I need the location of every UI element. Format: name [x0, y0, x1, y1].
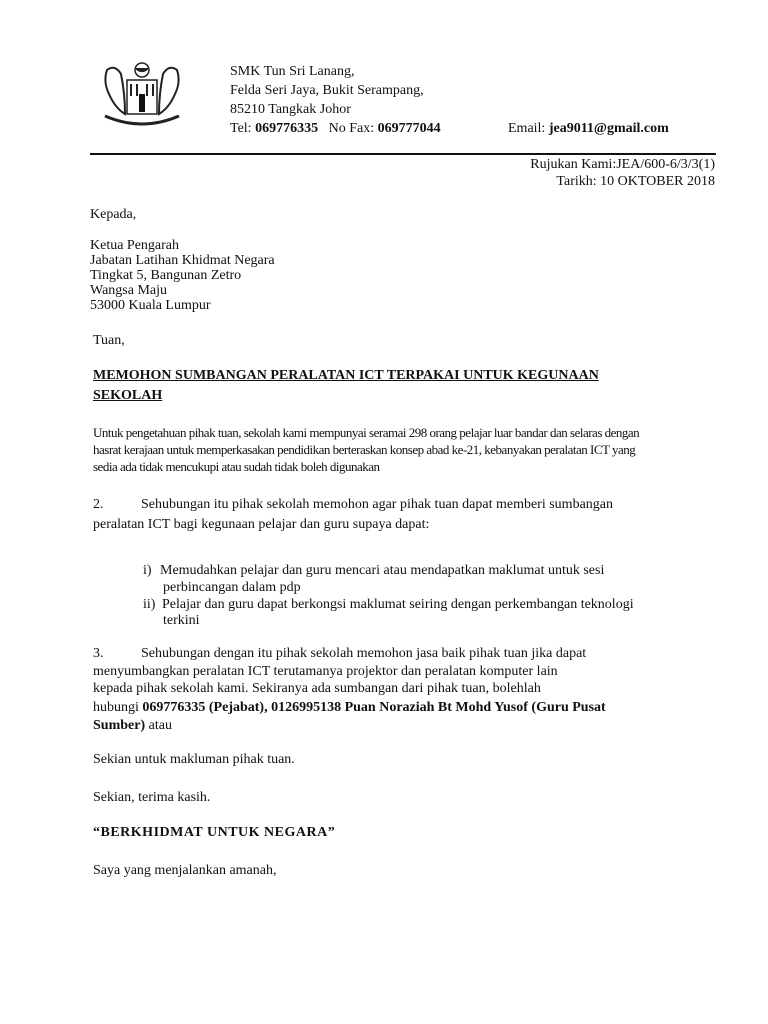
- paragraph3-line: [93, 699, 606, 717]
- email-address: jea9011@gmail.com: [548, 121, 669, 136]
- to-label: Kepada,: [90, 207, 137, 222]
- letter-date: Tarikh: 10 OKTOBER 2018: [556, 174, 715, 189]
- recipient-line: 53000 Kuala Lumpur: [90, 298, 211, 313]
- recipient-line: Wangsa Maju: [90, 283, 168, 298]
- school-name: SMK Tun Sri Lanang,: [230, 64, 355, 79]
- paragraph1-line: Untuk pengetahuan pihak tuan, sekolah kami mempunyai seramai 298 orang pelajar luar bandar dan selaras dengan: [93, 425, 640, 440]
- recipient-line: Jabatan Latihan Khidmat Negara: [90, 253, 275, 268]
- contact-line: [230, 120, 441, 138]
- recipient-line: Ketua Pengarah: [90, 238, 180, 253]
- paragraph3-text: hubungi: [93, 700, 143, 715]
- paragraph3-line: [93, 717, 172, 735]
- paragraph3-line: Sehubungan dengan itu pihak sekolah memohon jasa baik pihak tuan jika dapat: [141, 646, 587, 661]
- paragraph2-line: Sehubungan itu pihak sekolah memohon agar pihak tuan dapat memberi sumbangan: [141, 497, 613, 512]
- subject-line: SEKOLAH: [93, 388, 163, 403]
- list-item-line: Memudahkan pelajar dan guru mencari atau mendapatkan maklumat untuk sesi: [160, 563, 605, 578]
- paragraph2-number: 2.: [93, 497, 104, 512]
- header-divider: [90, 153, 716, 155]
- email-label: Email:: [508, 121, 549, 136]
- subject-line: MEMOHON SUMBANGAN PERALATAN ICT TERPAKAI UNTUK KEGUNAAN: [93, 368, 599, 383]
- list-item-line: perbincangan dalam pdp: [163, 580, 301, 595]
- school-address-line2: 85210 Tangkak Johor: [230, 102, 351, 117]
- fax-label: No Fax:: [328, 121, 378, 136]
- tel-number: 069776335: [255, 121, 319, 136]
- signoff: Saya yang menjalankan amanah,: [93, 863, 277, 878]
- contact-person-role: Sumber): [93, 718, 146, 733]
- recipient-line: Tingkat 5, Bangunan Zetro: [90, 268, 242, 283]
- paragraph3-line: kepada pihak sekolah kami. Sekiranya ada sumbangan dari pihak tuan, bolehlah: [93, 681, 541, 696]
- paragraph3-number: 3.: [93, 646, 104, 661]
- paragraph1-line: sedia ada tidak mencukupi atau sudah tidak boleh digunakan: [93, 459, 380, 474]
- list-item-marker: i): [143, 563, 152, 578]
- tel-label: Tel:: [230, 121, 256, 136]
- fax-number: 069777044: [377, 121, 441, 136]
- coat-of-arms-logo: [97, 60, 187, 130]
- email-line: [508, 120, 669, 138]
- contact-numbers: 069776335 (Pejabat), 0126995138 Puan Noraziah Bt Mohd Yusof (Guru Pusat: [142, 700, 606, 715]
- salutation: Tuan,: [93, 333, 125, 348]
- paragraph2-line: peralatan ICT bagi kegunaan pelajar dan guru supaya dapat:: [93, 517, 430, 532]
- school-address-line1: Felda Seri Jaya, Bukit Serampang,: [230, 83, 424, 98]
- closing-remark: Sekian untuk makluman pihak tuan.: [93, 752, 295, 767]
- paragraph3-text: atau: [145, 718, 172, 733]
- motto: “BERKHIDMAT UNTUK NEGARA”: [93, 825, 336, 840]
- reference-number: Rujukan Kami:JEA/600-6/3/3(1): [530, 157, 715, 172]
- closing-thanks: Sekian, terima kasih.: [93, 790, 211, 805]
- list-item-line: Pelajar dan guru dapat berkongsi maklumat seiring dengan perkembangan teknologi: [162, 597, 634, 612]
- paragraph3-line: menyumbangkan peralatan ICT terutamanya projektor dan peralatan komputer lain: [93, 664, 558, 679]
- paragraph1-line: hasrat kerajaan untuk memperkasakan pendidikan berteraskan konsep abad ke-21, kebanyakan peralatan ICT yang: [93, 442, 636, 457]
- list-item-line: terkini: [163, 613, 200, 628]
- list-item-marker: ii): [143, 597, 156, 612]
